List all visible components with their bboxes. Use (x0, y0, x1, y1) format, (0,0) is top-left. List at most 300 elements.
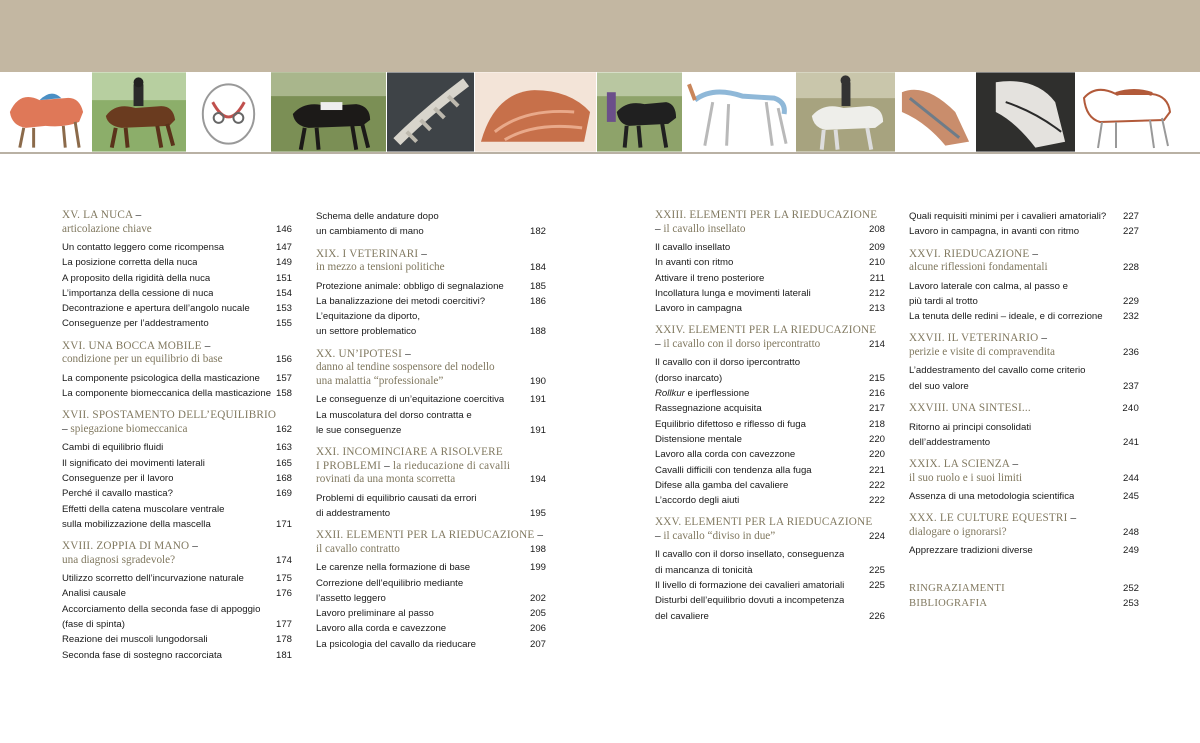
section-subtitle-text: il cavallo con il dorso ipercontratto (663, 337, 821, 350)
entry-list (316, 209, 546, 240)
grey-horse-head-photo (976, 72, 1076, 152)
title-dash: – (534, 529, 544, 542)
toc-section (655, 209, 885, 316)
page-number: 199 (529, 562, 546, 574)
section-title-line2 (316, 460, 546, 474)
toc-section (316, 209, 546, 240)
toc-section (62, 209, 292, 332)
section-title-text: XXV. ELEMENTI PER LA RIEDUCAZIONE (655, 516, 873, 529)
header-band (0, 0, 1200, 72)
page-number: 188 (529, 326, 546, 338)
entry-list (655, 355, 885, 508)
toc-entry (655, 563, 885, 578)
toc-entry (62, 632, 292, 647)
page-number: 249 (1122, 545, 1139, 557)
horse-lunging-photo (271, 72, 387, 152)
toc-section (316, 248, 546, 340)
toc-entry (655, 386, 885, 401)
page-number: 171 (275, 518, 292, 530)
page-number: 212 (868, 287, 885, 299)
entry-title: Accorciamento della seconda fase di appoggio (62, 603, 261, 615)
toc-entry (655, 240, 885, 255)
toc-section (909, 332, 1139, 394)
toc-entry (62, 586, 292, 601)
page-number: 220 (868, 449, 885, 461)
page-number: 241 (1122, 436, 1139, 448)
toc-entry (655, 286, 885, 301)
entry-title: Equilibrio difettoso e riflesso di fuga (655, 418, 806, 430)
page-number: 225 (868, 564, 885, 576)
section-title-text: XXVIII. UNA SINTESI... (909, 402, 1031, 415)
section-subtitle (316, 375, 546, 389)
title-dash: – (655, 222, 664, 235)
title-dash: – (381, 459, 393, 472)
title-dash: – (1067, 512, 1077, 525)
toc-entry (655, 401, 885, 416)
toc-entry (316, 506, 546, 521)
section-subtitle-wrap (62, 223, 152, 237)
entry-list (316, 279, 546, 340)
section-subtitle-wrap (909, 472, 1022, 486)
section-subtitle-wrap (909, 346, 1055, 360)
page-number: 147 (275, 242, 292, 253)
section-subtitle-text: il cavallo contratto (316, 542, 400, 555)
section-subtitle-text: danno al tendine sospensore del nodello (316, 361, 495, 374)
section-subtitle-text: rovinati da una monta scorretta (316, 473, 456, 486)
toc-entry (909, 209, 1139, 224)
page-number: 194 (529, 474, 546, 486)
title-dash: – (1029, 247, 1039, 260)
toc-entry (655, 301, 885, 316)
toc-entry (909, 379, 1139, 394)
entry-title: Lavoro alla corda con cavezzone (655, 449, 796, 461)
section-title-text: XXVII. IL VETERINARIO (909, 332, 1039, 345)
strip-divider (0, 152, 1200, 154)
section-subtitle (655, 338, 885, 352)
entry-title: Le carenze nella formazione di base (316, 562, 471, 574)
toc-entry (909, 224, 1139, 239)
page-number: 186 (529, 295, 546, 307)
section-subtitle-wrap (316, 261, 445, 275)
section-subtitle-wrap (655, 530, 775, 544)
entry-title: Lavoro laterale con calma, al passo e (909, 280, 1068, 292)
page-number: 227 (1122, 226, 1139, 238)
page-number: 253 (1122, 598, 1139, 610)
page-number: 216 (868, 388, 885, 400)
entry-title: (fase di spinta) (62, 619, 125, 631)
page-number: 177 (275, 619, 292, 631)
section-title (316, 348, 546, 362)
section-subtitle-text: condizione per un equilibrio di base (62, 353, 223, 366)
section-subtitle (655, 223, 885, 237)
page-number: 151 (275, 272, 292, 284)
title-dash: – (655, 529, 664, 542)
page-number: 176 (275, 588, 292, 600)
page-number: 169 (275, 488, 292, 500)
section-title-text: XXIX. LA SCIENZA (909, 458, 1010, 471)
page-number: 206 (529, 623, 546, 635)
entry-list (909, 489, 1139, 504)
section-title (655, 209, 885, 223)
toc-entry (316, 491, 546, 506)
toc-entry (655, 417, 885, 432)
entry-title: Utilizzo scorretto dell’incurvazione naturale (62, 573, 244, 585)
toc-entry (655, 578, 885, 593)
page-number: 215 (868, 372, 885, 384)
entry-title: l’assetto leggero (316, 592, 386, 604)
entry-title: L’addestramento del cavallo come criterio (909, 365, 1086, 377)
toc-entry (62, 486, 292, 501)
section-title-text: XVI. UNA BOCCA MOBILE (62, 339, 202, 352)
horse-handler-photo (597, 72, 683, 152)
section-title (909, 512, 1139, 526)
entry-title: Cavalli difficili con tendenza alla fuga (655, 464, 812, 476)
title-dash: – (1038, 332, 1048, 345)
page-number: 184 (529, 262, 546, 274)
title-dash: – (62, 422, 71, 435)
section-subtitle-wrap (909, 526, 1007, 540)
toc-entry (655, 547, 885, 562)
toc-entry (316, 621, 546, 636)
section-title (909, 248, 1139, 262)
toc-entry (316, 324, 546, 339)
toc-entry (316, 279, 546, 294)
page-number: 222 (868, 495, 885, 507)
entry-title: Protezione animale: obbligo di segnalazione (316, 280, 504, 292)
section-title-text: XXX. LE CULTURE EQUESTRI (909, 512, 1068, 525)
section-subtitle (316, 473, 546, 487)
entry-title: Apprezzare tradizioni diverse (909, 545, 1033, 557)
title-dash: – (201, 339, 211, 352)
entry-title-rest: e iperflessione (684, 388, 750, 400)
page-number: 181 (275, 649, 292, 661)
toc-entry (62, 617, 292, 632)
entry-title: Analisi causale (62, 588, 126, 600)
page-number: 220 (868, 433, 885, 445)
toc-entry (316, 576, 546, 591)
entry-list (909, 420, 1139, 451)
section-subtitle-wrap (316, 543, 400, 557)
page-number: 208 (868, 223, 885, 235)
entry-title: La banalizzazione dei metodi coercitivi? (316, 295, 486, 307)
toc-section (909, 209, 1139, 240)
entry-title: Lavoro in campagna (655, 303, 742, 315)
page-number: 195 (529, 507, 546, 519)
section-title (316, 529, 546, 543)
page-number: 245 (1122, 491, 1139, 503)
entry-title: In avanti con ritmo (655, 257, 734, 269)
horse-skeleton-outline-image (1076, 72, 1180, 152)
section-title (316, 446, 546, 460)
horse-muscle-diagram-image (0, 72, 92, 152)
toc-entry (655, 371, 885, 386)
page-number: 146 (275, 223, 292, 235)
back-matter-entry (909, 581, 1139, 596)
section-subtitle-text: in mezzo a tensioni politiche (316, 261, 445, 274)
page-number: 222 (868, 479, 885, 491)
section-subtitle-wrap (62, 423, 188, 437)
toc-entry (316, 560, 546, 575)
page-number: 217 (868, 403, 885, 415)
toc-entry (909, 489, 1139, 504)
toc-entry (655, 463, 885, 478)
toc-entry (62, 316, 292, 331)
section-subtitle-text: il suo ruolo e i suoi limiti (909, 471, 1023, 484)
image-strip (0, 72, 1200, 152)
neck-muscle-illustration (475, 72, 597, 152)
toc-entry (655, 271, 885, 286)
toc-entry (909, 435, 1139, 450)
toc-entry (62, 286, 292, 301)
entry-list (316, 491, 546, 522)
section-title-text: I PROBLEMI (316, 459, 382, 472)
page-number: 165 (275, 457, 292, 469)
toc-entry (316, 224, 546, 239)
entry-title: La muscolatura del dorso contratta e (316, 409, 472, 421)
toc-column-2 (316, 209, 546, 660)
toc-entry (62, 240, 292, 255)
section-subtitle-wrap (909, 261, 1048, 275)
section-subtitle (909, 526, 1139, 540)
entry-title: Il cavallo con il dorso insellato, conseguenza (655, 549, 845, 561)
section-subtitle (909, 472, 1139, 486)
entry-list (62, 240, 292, 332)
entry-title: un cambiamento di mano (316, 226, 424, 238)
section-title-text: XXIII. ELEMENTI PER LA RIEDUCAZIONE (655, 209, 878, 221)
entry-title: A proposito della rigidità della nuca (62, 272, 211, 284)
toc-entry (316, 392, 546, 407)
section-subtitle-wrap (316, 473, 455, 487)
section-title-text: XIX. I VETERINARI (316, 247, 419, 260)
title-dash: – (132, 209, 142, 221)
page-number: 153 (275, 303, 292, 315)
toc-entry (316, 309, 546, 324)
entry-title: Correzione dell’equilibrio mediante (316, 577, 464, 589)
page-number: 224 (868, 530, 885, 542)
entry-title: L’importanza della cessione di nuca (62, 287, 214, 299)
entry-title: La tenuta delle redini – ideale, e di correzione (909, 311, 1103, 323)
section-title-text: XXIV. ELEMENTI PER LA RIEDUCAZIONE (655, 324, 877, 337)
bridle-diagram-image (187, 72, 271, 152)
page-number: 210 (868, 257, 885, 269)
page-number: 191 (529, 394, 546, 406)
entry-list (909, 543, 1139, 558)
entry-title: più tardi al trotto (909, 295, 978, 307)
toc-entry (909, 543, 1139, 558)
toc-entry (909, 279, 1139, 294)
toc-column-1 (62, 209, 292, 671)
entry-title: Reazione dei muscoli lungodorsali (62, 634, 208, 646)
entry-title: Lavoro in campagna, in avanti con ritmo (909, 226, 1080, 238)
page-number: 244 (1122, 472, 1139, 484)
section-subtitle (62, 554, 292, 568)
back-matter-entry (909, 596, 1139, 611)
section-title-text: XXII. ELEMENTI PER LA RIEDUCAZIONE (316, 529, 535, 542)
section-title (62, 409, 292, 423)
section-subtitle-text: il cavallo “diviso in due” (663, 529, 776, 542)
entry-title: Difese alla gamba del cavaliere (655, 479, 789, 491)
toc-section (62, 540, 292, 663)
section-subtitle-text: alcune riflessioni fondamentali (909, 261, 1048, 274)
toc-section (655, 324, 885, 508)
grey-horse-rider-photo (796, 72, 896, 152)
page-number: 158 (275, 388, 292, 400)
section-subtitle-text: dialogare o ignorarsi? (909, 525, 1007, 538)
entry-list (62, 571, 292, 663)
title-dash: – (418, 247, 428, 260)
section-subtitle (909, 261, 1139, 275)
entry-title: del cavaliere (655, 610, 709, 622)
toc-section (909, 512, 1139, 558)
rider-dressage-photo (92, 72, 187, 152)
toc-entry (62, 255, 292, 270)
toc-entry (62, 602, 292, 617)
toc-section (909, 402, 1139, 450)
toc-entry (62, 301, 292, 316)
title-dash: – (1009, 458, 1019, 471)
toc-entry (62, 386, 292, 401)
entry-title: Ritorno ai principi consolidati (909, 421, 1032, 433)
entry-title: Lavoro alla corda e cavezzone (316, 623, 447, 635)
page-number: 182 (529, 226, 546, 238)
page-number: 221 (868, 464, 885, 476)
toc-entry (655, 255, 885, 270)
entry-title: Il significato dei movimenti laterali (62, 457, 205, 469)
page-number: 240 (1122, 403, 1139, 415)
entry-title: le sue conseguenze (316, 424, 402, 436)
entry-title: La componente biomeccanica della masticazione (62, 388, 272, 400)
entry-list (62, 440, 292, 532)
section-subtitle (909, 346, 1139, 360)
toc-section (62, 409, 292, 532)
toc-entry (655, 609, 885, 624)
section-subtitle (62, 223, 292, 237)
entry-title: La componente psicologica della masticazione (62, 372, 260, 384)
toc-entry (62, 440, 292, 455)
section-title (62, 209, 292, 223)
toc-entry (655, 493, 885, 508)
title-dash: – (655, 337, 664, 350)
entry-list (316, 560, 546, 652)
page-number: 213 (868, 303, 885, 315)
section-title-text: XXI. INCOMINCIARE A RISOLVERE (316, 446, 503, 459)
entry-title: Incollatura lunga e movimenti laterali (655, 287, 811, 299)
section-subtitle-text: il cavallo insellato (663, 222, 746, 235)
page-number: 232 (1122, 311, 1139, 323)
entry-title: Assenza di una metodologia scientifica (909, 491, 1075, 503)
toc-entry (909, 420, 1139, 435)
section-title (909, 332, 1139, 346)
toc-entry (316, 423, 546, 438)
entry-title: Il cavallo con il dorso ipercontratto (655, 357, 801, 369)
entry-title: del suo valore (909, 380, 969, 392)
section-title-text: XV. LA NUCA (62, 209, 133, 221)
back-matter-title: BIBLIOGRAFIA (909, 598, 988, 610)
title-dash: – (189, 540, 199, 553)
entry-title: Conseguenze per l’addestramento (62, 318, 209, 330)
toc-section (62, 340, 292, 402)
entry-list (62, 371, 292, 402)
page-number: 209 (868, 242, 885, 253)
page-number: 174 (275, 554, 292, 566)
section-subtitle-text: una diagnosi sgradevole? (62, 553, 176, 566)
toc-entry (316, 408, 546, 423)
entry-title: Il livello di formazione dei cavalieri amatoriali (655, 580, 845, 592)
section-subtitle-wrap (62, 554, 175, 568)
page-number: 191 (529, 424, 546, 436)
title-dash: – (402, 347, 411, 360)
entry-title: dell’addestramento (909, 436, 991, 448)
section-title (909, 402, 1139, 416)
section-title (62, 540, 292, 554)
entry-title: Seconda fase di sostegno raccorciata (62, 649, 222, 661)
entry-title: Attivare il treno posteriore (655, 272, 765, 284)
page-number: 178 (275, 634, 292, 646)
page-number: 211 (869, 272, 885, 284)
page-number: 226 (868, 610, 885, 622)
toc-entry (316, 294, 546, 309)
entry-title: (dorso inarcato) (655, 372, 723, 384)
section-subtitle-text: una malattia “professionale” (316, 374, 444, 387)
page-number: 168 (275, 472, 292, 484)
section-subtitle-wrap (655, 338, 820, 352)
toc-entry (316, 637, 546, 652)
entry-title: Distensione mentale (655, 433, 742, 445)
spine-skeleton-photo (387, 72, 475, 152)
page-number: 157 (275, 372, 292, 384)
horse-skeleton-diagram-image (683, 72, 796, 152)
entry-title: Disturbi dell’equilibrio dovuti a incompetenza (655, 595, 845, 607)
entry-title: Quali requisiti minimi per i cavalieri amatoriali? (909, 211, 1107, 222)
toc-section (655, 516, 885, 623)
toc-entry (655, 355, 885, 370)
entry-title-italic: Rollkur (655, 388, 685, 400)
toc-entry (62, 456, 292, 471)
entry-title: di addestramento (316, 507, 391, 519)
toc-entry (62, 502, 292, 517)
section-subtitle-wrap (62, 353, 223, 367)
page-number: 225 (868, 580, 885, 592)
page-number: 229 (1122, 295, 1139, 307)
toc-entry (62, 471, 292, 486)
toc-section (316, 446, 546, 521)
entry-title: Problemi di equilibrio causati da errori (316, 492, 477, 504)
section-title-text: XVIII. ZOPPIA DI MANO (62, 540, 190, 553)
entry-title (655, 386, 749, 401)
entry-list (655, 547, 885, 623)
toc-entry (62, 517, 292, 532)
page-number: 236 (1122, 346, 1139, 358)
page-number: 248 (1122, 526, 1139, 538)
section-subtitle (62, 423, 292, 437)
section-subtitle-text: spiegazione biomeccanica (70, 422, 188, 435)
page-number: 163 (275, 442, 292, 454)
page-number: 207 (529, 638, 546, 650)
entry-list (316, 392, 546, 438)
page-number: 214 (868, 338, 885, 350)
page-number: 185 (529, 280, 546, 292)
back-matter-title: RINGRAZIAMENTI (909, 582, 1006, 594)
entry-title: sulla mobilizzazione della mascella (62, 518, 211, 530)
entry-title: Decontrazione e apertura dell’angolo nucale (62, 303, 250, 315)
page-number: 156 (275, 354, 292, 366)
section-title (316, 248, 546, 262)
neck-anatomy-illustration (896, 72, 976, 152)
section-subtitle-text: articolazione chiave (62, 222, 152, 235)
section-title-text: XVII. SPOSTAMENTO DELL’EQUILIBRIO (62, 409, 277, 422)
toc-section (316, 348, 546, 438)
toc-entry (62, 371, 292, 386)
